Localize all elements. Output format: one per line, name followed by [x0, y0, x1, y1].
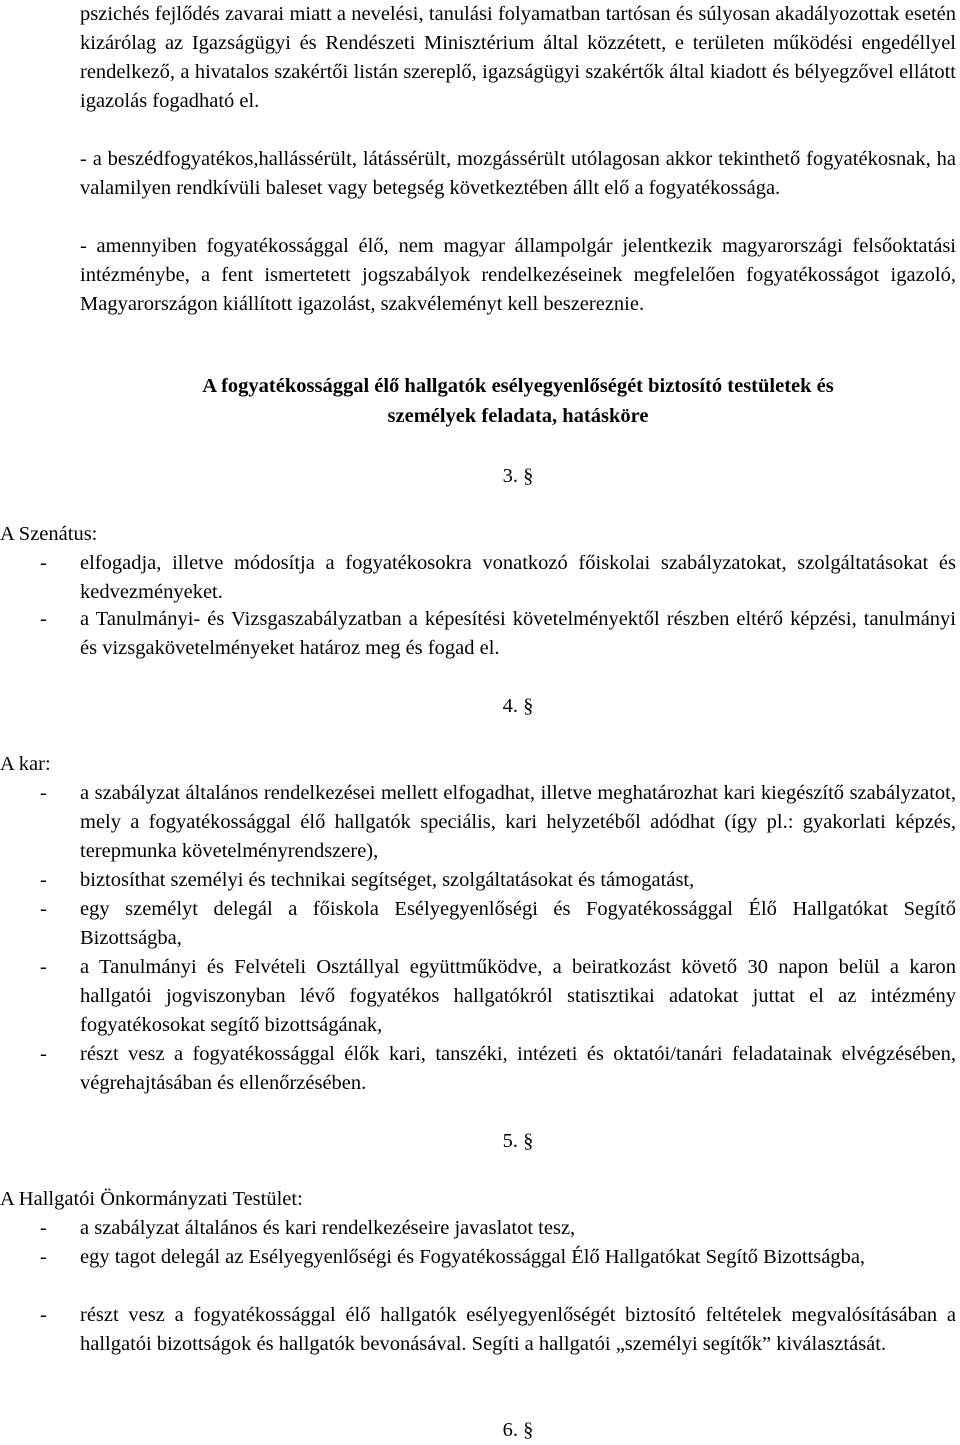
section-heading-line-1: A fogyatékossággal élő hallgatók esélyegyenlőségét biztosító testületek és — [202, 375, 834, 397]
section-4-item-4-text: a Tanulmányi és Felvételi Osztállyal együttműködve, a beiratkozást követő 30 napon belül a karon hallgatói jogviszonyban lévő fogyatékos hallgatókról statisztikai adatokat juttat el az intézmény fogyatékosokat segítő bizottságának, — [80, 956, 956, 1036]
section-4-item-5-text: részt vesz a fogyatékossággal élők kari, tanszéki, intézeti és oktatói/tanári feladatainak elvégzésében, végrehajtásában és ellenőrzésében. — [80, 1043, 956, 1094]
list-dash: - — [40, 1043, 47, 1065]
list-dash: - — [40, 552, 47, 574]
intro-paragraph-3: - amennyiben fogyatékossággal élő, nem magyar állampolgár jelentkezik magyarországi felsőoktatási intézménybe, a fent ismertetett jogszabályok rendelkezéseinek megfelelően fogyatékosságot igazoló, Magyarországon kiállított igazolást, szakvéleményt kell beszereznie. — [80, 235, 956, 315]
list-dash: - — [40, 608, 47, 630]
section-4-item-3-text: egy személyt delegál a főiskola Esélyegyenlőségi és Fogyatékossággal Élő Hallgatókat Segítő Bizottságba, — [80, 898, 956, 949]
list-dash: - — [40, 898, 47, 920]
list-dash: - — [40, 1304, 47, 1326]
section-6-number: 6. § — [502, 1419, 534, 1441]
list-dash: - — [40, 1246, 47, 1268]
section-heading-line-2: személyek feladata, hatásköre — [387, 405, 649, 427]
section-3-item-1-text: elfogadja, illetve módosítja a fogyatékosokra vonatkozó főiskolai szabályzatokat, szolgáltatásokat és kedvezményeket. — [80, 552, 956, 603]
intro-paragraph-1: pszichés fejlődés zavarai miatt a nevelési, tanulási folyamatban tartósan és súlyosan akadályozottak esetén kizárólag az Igazságügyi és Rendészeti Minisztérium által közzétett, e területen működési engedéllyel rendelkező, a hivatalos szakértői listán szereplő, igazságügyi szakértők által kiadott és bélyegzővel ellátott igazolás fogadható el. — [80, 3, 956, 112]
intro-paragraph-2: - a beszédfogyatékos,hallássérült, látássérült, mozgássérült utólagosan akkor tekinthető fogyatékosnak, ha valamilyen rendkívüli baleset vagy betegség következtében állt elő a fogyatékossága. — [80, 148, 956, 199]
section-4-item-1-text: a szabályzat általános rendelkezései mellett elfogadhat, illetve meghatározhat kari kiegészítő szabályzatot, mely a fogyatékossággal élő hallgatók speciális, kari helyzetéből adódhat (így pl.: gyakorlati képzés, terepmunka követelményrendszere), — [80, 782, 956, 862]
section-5-item-3-text: részt vesz a fogyatékossággal élő hallgatók esélyegyenlőségét biztosító feltételek megvalósításában a hallgatói bizottságok és hallgatók bevonásával. Segíti a hallgatói „személyi segítők” kiválasztását. — [80, 1304, 956, 1355]
section-5-item-2-text: egy tagot delegál az Esélyegyenlőségi és Fogyatékossággal Élő Hallgatókat Segítő Bizottságba, — [80, 1246, 866, 1268]
section-5-number: 5. § — [502, 1130, 534, 1152]
list-dash: - — [40, 956, 47, 978]
section-4-label: A kar: — [0, 753, 51, 775]
section-5-item-1-text: a szabályzat általános és kari rendelkezéseire javaslatot tesz, — [80, 1217, 576, 1239]
list-dash: - — [40, 1217, 47, 1239]
list-dash: - — [40, 869, 47, 891]
section-4-item-2-text: biztosíthat személyi és technikai segítséget, szolgáltatásokat és támogatást, — [80, 869, 695, 891]
section-3-item-2-text: a Tanulmányi- és Vizsgaszabályzatban a képesítési követelményektől részben eltérő képzési, tanulmányi és vizsgakövetelményeket határoz meg és fogad el. — [80, 608, 956, 659]
section-3-number: 3. § — [502, 465, 534, 487]
list-dash: - — [40, 782, 47, 804]
section-4-number: 4. § — [502, 695, 534, 717]
section-5-label: A Hallgatói Önkormányzati Testület: — [0, 1188, 303, 1210]
section-3-label: A Szenátus: — [0, 523, 98, 545]
